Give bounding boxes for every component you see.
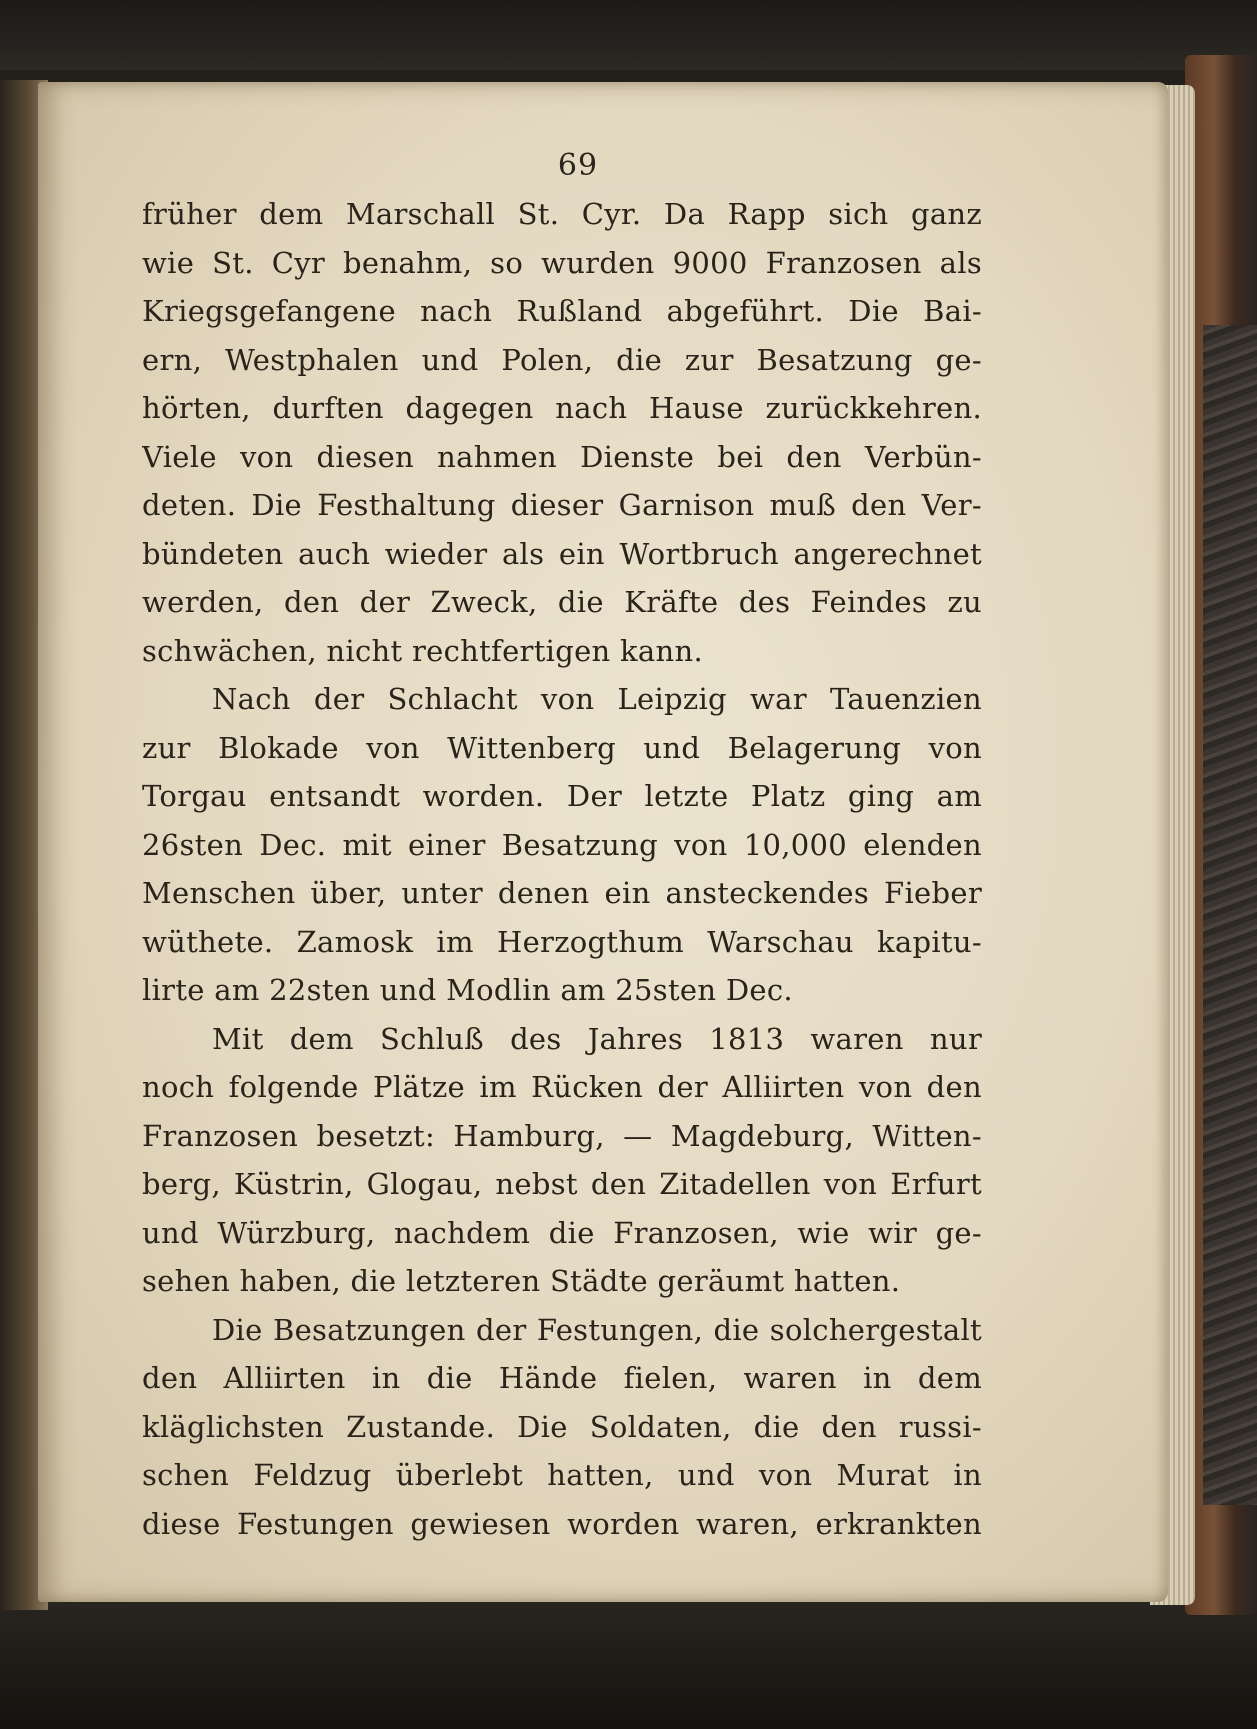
text-line: Mit dem Schluß des Jahres 1813 waren nur xyxy=(212,1021,982,1056)
text-line: diese Festungen gewiesen worden waren, erkrankten xyxy=(142,1506,982,1541)
text-line: hörten, durften dagegen nach Hause zurückkehren. xyxy=(142,391,982,425)
text-line: und Würzburg, nachdem die Franzosen, wie wir ge- xyxy=(142,1215,982,1250)
book-cover xyxy=(1185,55,1257,1615)
text-line: zur Blokade von Wittenberg und Belagerung von xyxy=(142,730,982,765)
page-number: 69 xyxy=(557,148,599,183)
text-line: werden, den der Zweck, die Kräfte des Feindes zu xyxy=(142,585,982,619)
text-line: noch folgende Plätze im Rücken der Alliirten von den xyxy=(142,1070,982,1104)
text-line: Nach der Schlacht von Leipzig war Tauenzien xyxy=(212,682,982,716)
text-line: Menschen über, unter denen ein ansteckendes Fieber xyxy=(142,876,982,910)
text-line: bündeten auch wieder als ein Wortbruch angerechnet xyxy=(142,536,982,571)
marbled-cover-pattern xyxy=(1203,325,1257,1505)
text-line: Viele von diesen nahmen Dienste bei den Verbün- xyxy=(142,439,982,474)
text-line: schwächen, nicht rechtfertigen kann. xyxy=(142,633,703,668)
text-line: kläglichsten Zustande. Die Soldaten, die den russi- xyxy=(142,1409,982,1444)
background-top xyxy=(0,0,1257,70)
text-line: den Alliirten in die Hände fielen, waren in dem xyxy=(142,1361,982,1395)
background-bottom xyxy=(0,1590,1257,1729)
text-line: wie St. Cyr benahm, so wurden 9000 Franzosen als xyxy=(142,245,982,280)
body-text xyxy=(142,190,982,1548)
text-line: schen Feldzug überlebt hatten, und von Murat in xyxy=(142,1458,982,1492)
text-line: Torgau entsandt worden. Der letzte Platz ging am xyxy=(142,779,982,813)
text-line: sehen haben, die letzteren Städte geräumt hatten. xyxy=(142,1264,901,1298)
text-line: berg, Küstrin, Glogau, nebst den Zitadellen von Erfurt xyxy=(142,1167,982,1201)
text-line: Kriegsgefangene nach Rußland abgeführt. Die Bai- xyxy=(142,294,982,328)
text-line: früher dem Marschall St. Cyr. Da Rapp sich ganz xyxy=(142,197,982,231)
text-line: lirte am 22sten und Modlin am 25sten Dec. xyxy=(142,973,793,1007)
text-line: 26sten Dec. mit einer Besatzung von 10,000 elenden xyxy=(142,827,982,862)
text-line: deten. Die Festhaltung dieser Garnison muß den Ver- xyxy=(142,488,982,522)
text-line: wüthete. Zamosk im Herzogthum Warschau kapitu- xyxy=(142,924,982,959)
text-line: Franzosen besetzt: Hamburg, — Magdeburg, Witten- xyxy=(142,1118,982,1153)
text-line: Die Besatzungen der Festungen, die solchergestalt xyxy=(212,1312,982,1347)
text-line: ern, Westphalen und Polen, die zur Besatzung ge- xyxy=(142,342,982,377)
